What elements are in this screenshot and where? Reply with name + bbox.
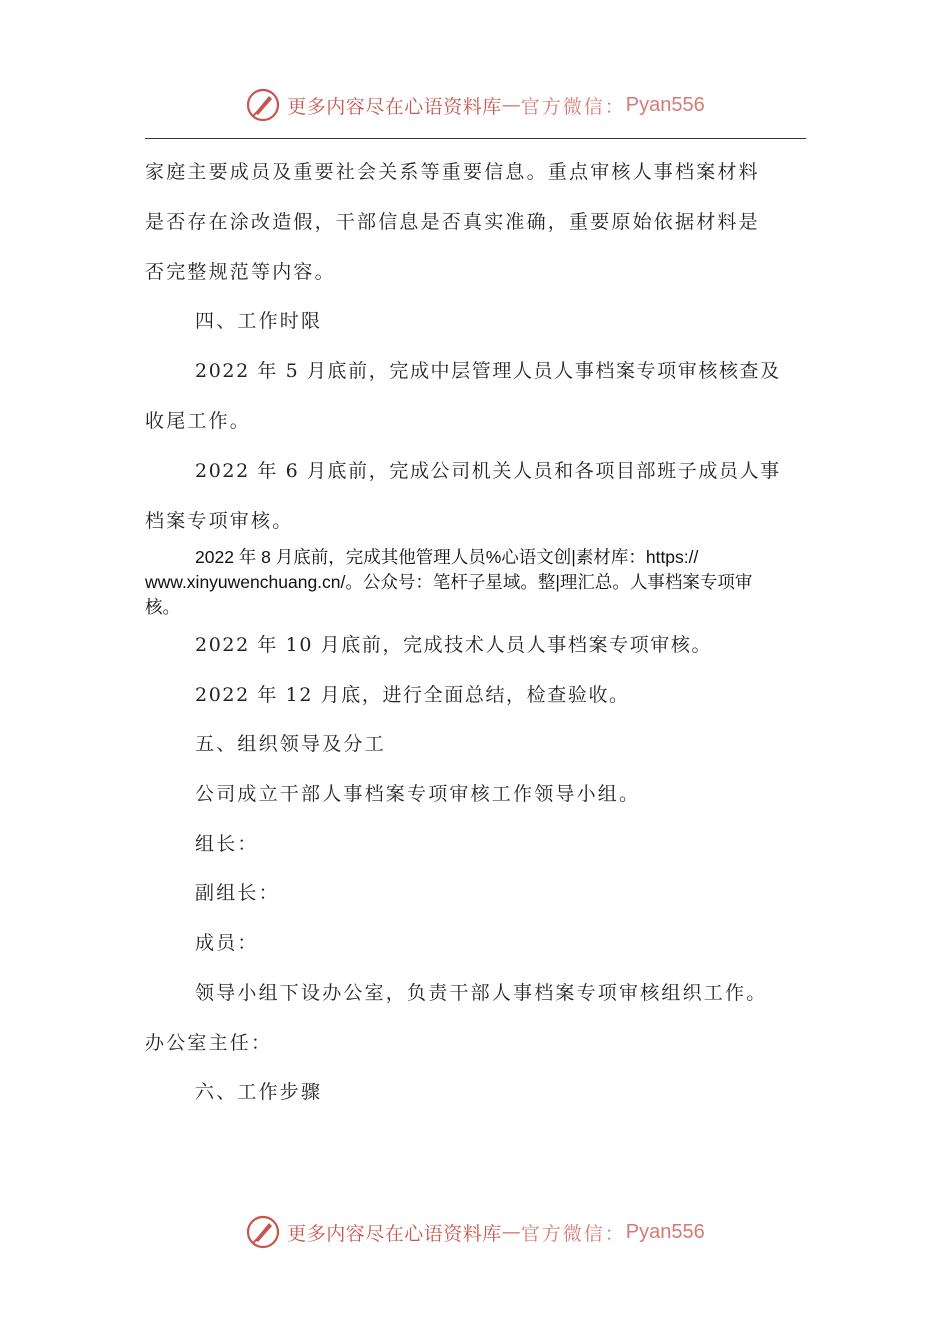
brand-name: 更多内容尽在心语资料库 — [287, 95, 502, 118]
paragraph-line: 家庭主要成员及重要社会关系等重要信息。重点审核人事档案材料 — [145, 161, 760, 183]
paragraph-line: 否完整规范等内容。 — [145, 261, 336, 283]
brand-separator: — — [501, 1221, 521, 1243]
timeline-item-2-cont: 档案专项审核。 — [145, 510, 294, 532]
paragraph-line: 领导小组下设办公室，负责干部人事档案专项审核组织工作。 — [195, 982, 768, 1004]
paragraph-line: 是否存在涂改造假，干部信息是否真实准确，重要原始依据材料是 — [145, 211, 760, 233]
timeline-item-1-cont: 收尾工作。 — [145, 410, 252, 432]
quill-logo-icon — [245, 1214, 281, 1250]
page-header — [0, 80, 950, 130]
wechat-label: 官方微信： — [520, 95, 626, 118]
section-heading-4: 四、工作时限 — [195, 310, 323, 332]
timeline-item-4: 2022 年 10 月底前，完成技术人员人事档案专项审核。 — [195, 634, 713, 656]
section-heading-6: 六、工作步骤 — [195, 1081, 323, 1103]
brand-name: 更多内容尽在心语资料库 — [287, 1222, 502, 1245]
paragraph-line: 公司成立干部人事档案专项审核工作领导小组。 — [195, 783, 641, 805]
vice-leader-label: 副组长： — [195, 882, 280, 904]
header-divider — [145, 138, 806, 139]
leader-label: 组长： — [195, 833, 259, 855]
office-director-label: 办公室主任： — [145, 1032, 273, 1054]
timeline-item-1: 2022 年 5 月底前，完成中层管理人员人事档案专项审核核查及 — [195, 360, 781, 382]
timeline-item-3-cont: www.xinyuwenchuang.cn/。公众号：笔杆子星域。整|理汇总。人事档案专项审 — [145, 572, 753, 592]
wechat-label: 官方微信： — [520, 1222, 626, 1245]
timeline-item-5: 2022 年 12 月底，进行全面总结，检查验收。 — [195, 684, 630, 706]
wechat-id: Pyan556 — [625, 93, 705, 116]
brand-separator: — — [501, 94, 521, 116]
section-heading-5: 五、组织领导及分工 — [195, 733, 386, 755]
wechat-id: Pyan556 — [625, 1220, 705, 1243]
members-label: 成员： — [195, 932, 259, 954]
timeline-item-3: 2022 年 8 月底前，完成其他管理人员%心语文创|素材库：https:// — [195, 547, 699, 567]
page-footer — [0, 1207, 950, 1257]
timeline-item-2: 2022 年 6 月底前，完成公司机关人员和各项目部班子成员人事 — [195, 460, 781, 482]
timeline-item-3-cont2: 核。 — [145, 597, 180, 617]
quill-logo-icon — [245, 87, 281, 123]
